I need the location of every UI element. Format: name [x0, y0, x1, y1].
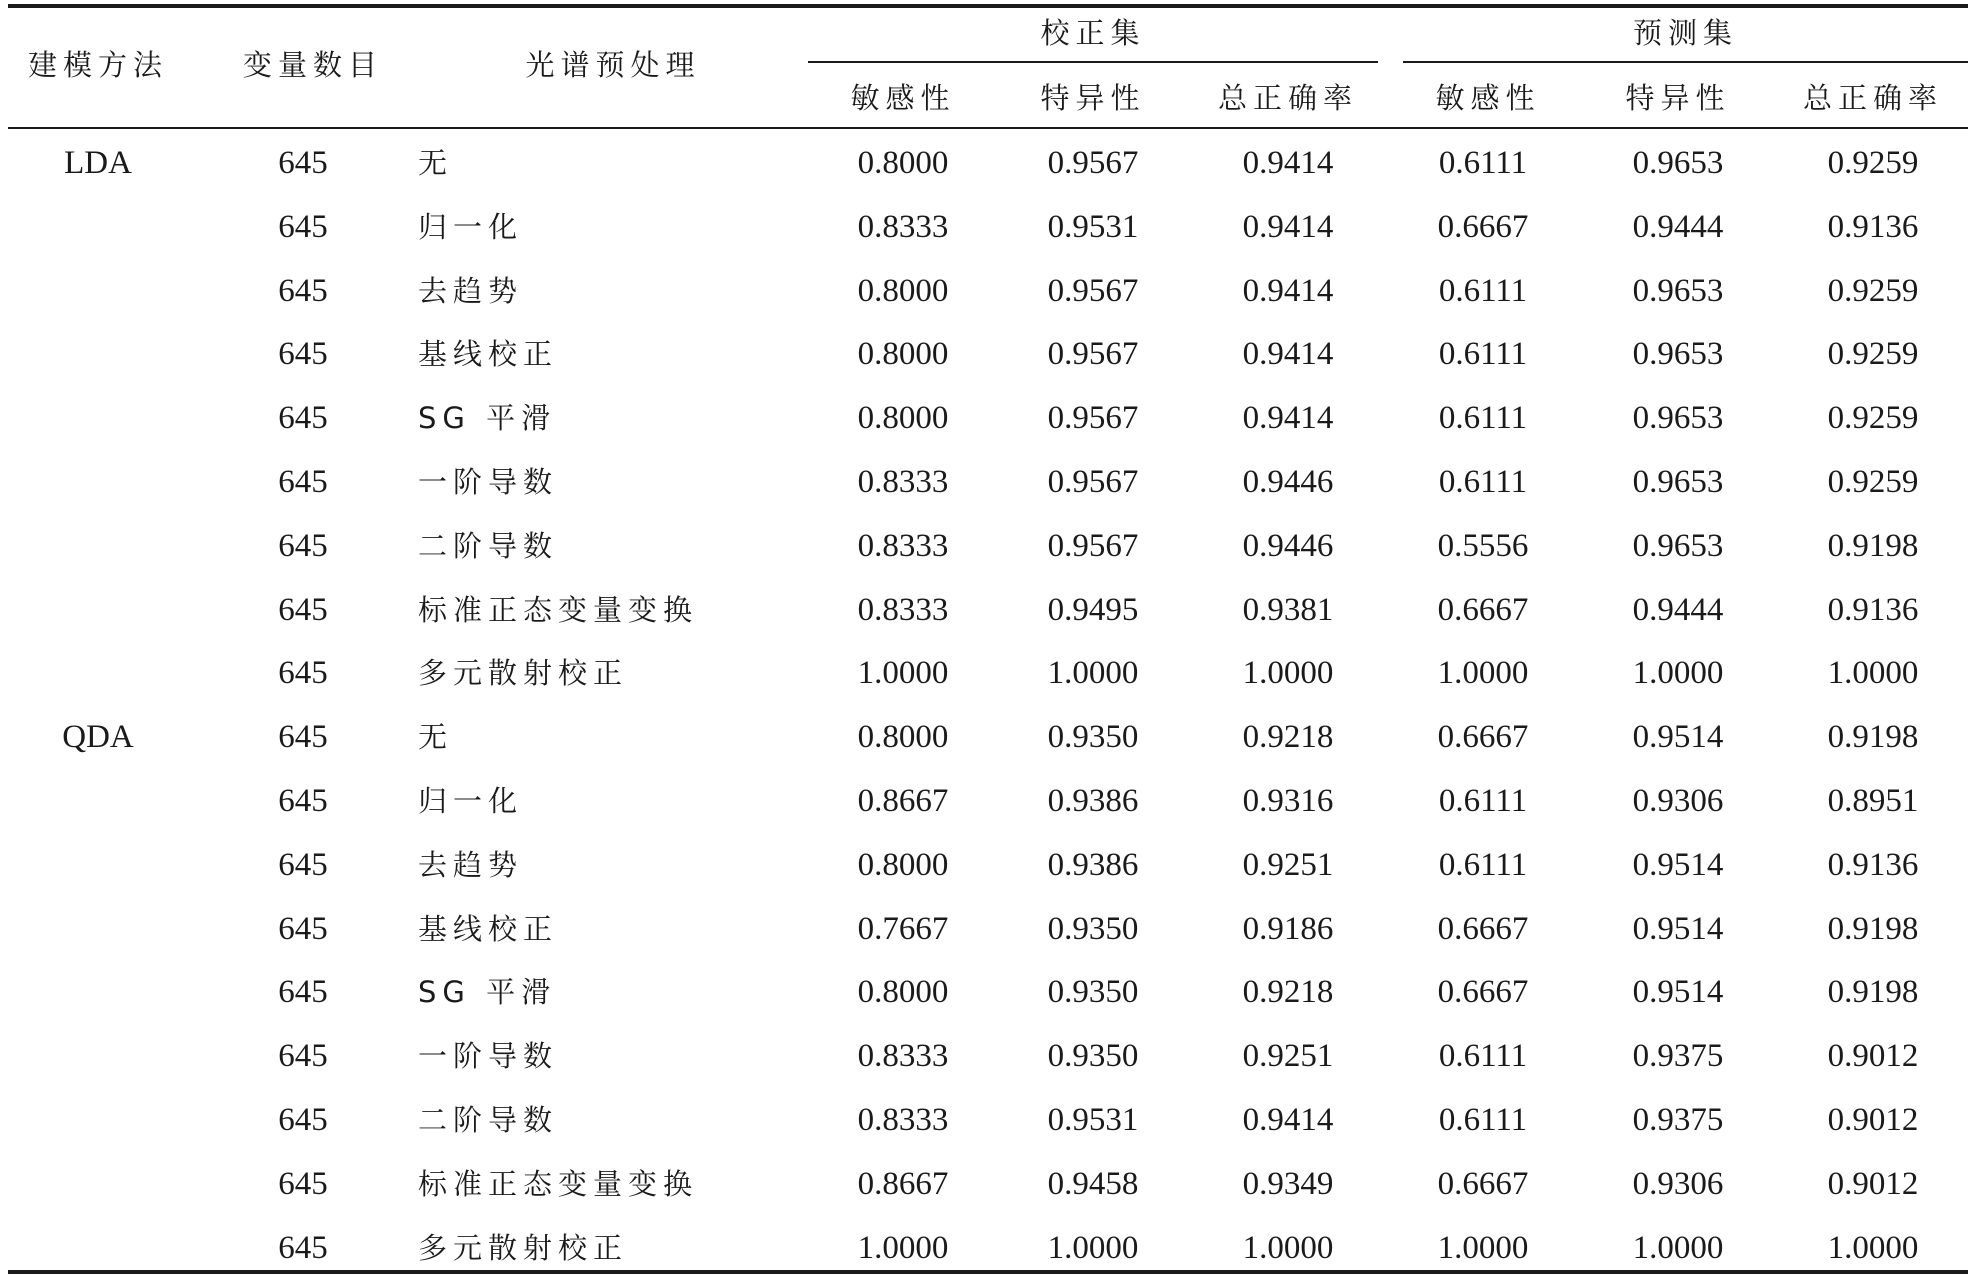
cell-pred-specificity: 0.9653 [1632, 273, 1724, 309]
cell-cal-sensitivity: 1.0000 [857, 1230, 949, 1266]
cell-pred-specificity: 0.9514 [1632, 847, 1724, 883]
cell-pred-sensitivity: 0.6667 [1437, 209, 1529, 245]
cell-cal-specificity: 0.9350 [1047, 1038, 1139, 1074]
cell-preprocessing: 无 [418, 146, 454, 180]
cell-pred-specificity: 0.9514 [1632, 911, 1724, 947]
cell-method [18, 1100, 178, 1140]
cell-cal-accuracy: 0.9414 [1242, 1102, 1334, 1138]
cell-cal-specificity: 0.9350 [1047, 911, 1139, 947]
cell-cal-accuracy: 0.9414 [1242, 145, 1334, 181]
cell-cal-specificity: 0.9567 [1047, 528, 1139, 564]
cell-var-count: 645 [278, 400, 328, 436]
cell-pred-accuracy: 0.9259 [1827, 464, 1919, 500]
cell-pred-accuracy: 0.9136 [1827, 209, 1919, 245]
cell-pred-accuracy: 0.8951 [1827, 783, 1919, 819]
cell-var-count: 645 [278, 974, 328, 1010]
cell-pred-sensitivity: 0.6667 [1437, 911, 1529, 947]
cell-cal-specificity: 0.9458 [1047, 1166, 1139, 1202]
cell-method [18, 526, 178, 566]
cell-var-count: 645 [278, 783, 328, 819]
header-pred-accuracy: 总正确率 [1802, 81, 1943, 115]
cell-method [18, 909, 178, 949]
cell-cal-specificity: 0.9567 [1047, 464, 1139, 500]
cell-cal-specificity: 0.9386 [1047, 847, 1139, 883]
header-var-count: 变量数目 [242, 48, 383, 82]
cell-var-count: 645 [278, 528, 328, 564]
cell-cal-specificity: 0.9567 [1047, 400, 1139, 436]
cell-method [18, 271, 178, 311]
cell-cal-sensitivity: 0.8000 [857, 273, 949, 309]
cell-cal-sensitivity: 0.7667 [857, 911, 949, 947]
cell-preprocessing: 标准正态变量变换 [418, 1167, 699, 1201]
table-top-rule [8, 4, 1968, 8]
cell-cal-accuracy: 0.9186 [1242, 911, 1334, 947]
cell-preprocessing: 归一化 [418, 784, 524, 818]
cell-cal-sensitivity: 0.8000 [857, 145, 949, 181]
cell-pred-specificity: 0.9444 [1632, 592, 1724, 628]
cell-var-count: 645 [278, 273, 328, 309]
cell-pred-sensitivity: 0.6111 [1438, 145, 1528, 181]
cell-cal-specificity: 0.9495 [1047, 592, 1139, 628]
cell-pred-sensitivity: 1.0000 [1437, 655, 1529, 691]
cell-pred-accuracy: 0.9198 [1827, 911, 1919, 947]
cell-pred-sensitivity: 0.6111 [1438, 464, 1528, 500]
cell-preprocessing: 标准正态变量变换 [418, 593, 699, 627]
cell-pred-accuracy: 0.9012 [1827, 1102, 1919, 1138]
cell-preprocessing: 无 [418, 720, 454, 754]
cell-cal-specificity: 0.9531 [1047, 1102, 1139, 1138]
cell-pred-specificity: 1.0000 [1632, 655, 1724, 691]
cell-cal-sensitivity: 0.8667 [857, 783, 949, 819]
cell-method [18, 462, 178, 502]
cell-pred-sensitivity: 0.6111 [1438, 783, 1528, 819]
cell-cal-accuracy: 0.9316 [1242, 783, 1334, 819]
cell-pred-sensitivity: 1.0000 [1437, 1230, 1529, 1266]
cell-var-count: 645 [278, 847, 328, 883]
cell-method [18, 207, 178, 247]
cell-method [18, 1228, 178, 1268]
cell-cal-accuracy: 1.0000 [1242, 1230, 1334, 1266]
cell-var-count: 645 [278, 464, 328, 500]
cell-cal-sensitivity: 0.8000 [857, 719, 949, 755]
cell-preprocessing: 二阶导数 [418, 529, 559, 563]
cell-preprocessing: 多元散射校正 [418, 1231, 629, 1265]
cell-cal-accuracy: 0.9251 [1242, 847, 1334, 883]
cell-cal-accuracy: 0.9218 [1242, 974, 1334, 1010]
cell-pred-accuracy: 0.9136 [1827, 592, 1919, 628]
cell-cal-specificity: 0.9567 [1047, 145, 1139, 181]
cell-var-count: 645 [278, 1102, 328, 1138]
cell-cal-sensitivity: 0.8333 [857, 1038, 949, 1074]
cell-preprocessing: 去趋势 [418, 274, 524, 308]
cell-pred-specificity: 0.9653 [1632, 528, 1724, 564]
header-pred-specificity: 特异性 [1625, 81, 1731, 115]
cell-method [18, 781, 178, 821]
table-header-rule [8, 127, 1968, 129]
cell-pred-sensitivity: 0.6111 [1438, 273, 1528, 309]
cell-pred-specificity: 0.9653 [1632, 464, 1724, 500]
cell-preprocessing: 基线校正 [418, 337, 559, 371]
header-cal-sensitivity: 敏感性 [850, 81, 956, 115]
cell-pred-sensitivity: 0.6667 [1437, 719, 1529, 755]
cell-method: LDA [64, 145, 132, 181]
cell-var-count: 645 [278, 336, 328, 372]
cell-pred-specificity: 0.9306 [1632, 1166, 1724, 1202]
cell-pred-sensitivity: 0.5556 [1437, 528, 1529, 564]
cell-pred-accuracy: 0.9259 [1827, 336, 1919, 372]
cell-cal-specificity: 0.9567 [1047, 273, 1139, 309]
cell-pred-accuracy: 0.9136 [1827, 847, 1919, 883]
cell-pred-accuracy: 0.9259 [1827, 400, 1919, 436]
cell-pred-accuracy: 0.9259 [1827, 273, 1919, 309]
cell-preprocessing: SG 平滑 [418, 401, 557, 435]
cell-method [18, 590, 178, 630]
table-bottom-rule [8, 1270, 1968, 1274]
cell-method [18, 1036, 178, 1076]
cell-cal-accuracy: 0.9414 [1242, 209, 1334, 245]
cell-method [18, 972, 178, 1012]
cell-cal-accuracy: 0.9381 [1242, 592, 1334, 628]
cell-cal-sensitivity: 0.8333 [857, 209, 949, 245]
cell-cal-specificity: 0.9567 [1047, 336, 1139, 372]
cell-cal-specificity: 1.0000 [1047, 655, 1139, 691]
cell-pred-specificity: 0.9653 [1632, 400, 1724, 436]
cell-cal-accuracy: 1.0000 [1242, 655, 1334, 691]
cell-cal-accuracy: 0.9446 [1242, 464, 1334, 500]
cell-pred-accuracy: 0.9012 [1827, 1038, 1919, 1074]
cell-pred-specificity: 0.9653 [1632, 145, 1724, 181]
header-cal-accuracy: 总正确率 [1217, 81, 1358, 115]
cell-var-count: 645 [278, 209, 328, 245]
cell-cal-sensitivity: 0.8000 [857, 400, 949, 436]
cell-method [18, 334, 178, 374]
cell-method [18, 653, 178, 693]
cell-cal-accuracy: 0.9251 [1242, 1038, 1334, 1074]
cell-cal-accuracy: 0.9446 [1242, 528, 1334, 564]
cell-cal-accuracy: 0.9414 [1242, 400, 1334, 436]
header-method: 建模方法 [27, 48, 168, 82]
cell-pred-specificity: 0.9306 [1632, 783, 1724, 819]
cell-cal-accuracy: 0.9218 [1242, 719, 1334, 755]
cell-method: QDA [62, 719, 134, 755]
cell-pred-specificity: 0.9653 [1632, 336, 1724, 372]
cell-cal-accuracy: 0.9414 [1242, 273, 1334, 309]
cell-preprocessing: 一阶导数 [418, 465, 559, 499]
header-prediction-group: 预测集 [1632, 16, 1738, 50]
cell-var-count: 645 [278, 911, 328, 947]
cell-pred-specificity: 0.9375 [1632, 1102, 1724, 1138]
cell-pred-accuracy: 0.9259 [1827, 145, 1919, 181]
cell-cal-sensitivity: 0.8000 [857, 847, 949, 883]
cell-pred-sensitivity: 0.6667 [1437, 974, 1529, 1010]
cell-pred-specificity: 0.9444 [1632, 209, 1724, 245]
calibration-group-rule [808, 61, 1378, 63]
cell-pred-sensitivity: 0.6667 [1437, 592, 1529, 628]
cell-cal-specificity: 0.9350 [1047, 974, 1139, 1010]
cell-pred-specificity: 0.9514 [1632, 719, 1724, 755]
cell-var-count: 645 [278, 655, 328, 691]
cell-pred-sensitivity: 0.6111 [1438, 336, 1528, 372]
cell-method [18, 398, 178, 438]
cell-pred-accuracy: 1.0000 [1827, 1230, 1919, 1266]
cell-pred-accuracy: 0.9198 [1827, 974, 1919, 1010]
cell-preprocessing: 二阶导数 [418, 1103, 559, 1137]
prediction-group-rule [1403, 61, 1968, 63]
cell-cal-sensitivity: 0.8000 [857, 974, 949, 1010]
cell-var-count: 645 [278, 145, 328, 181]
cell-cal-specificity: 0.9350 [1047, 719, 1139, 755]
cell-method [18, 1164, 178, 1204]
header-cal-specificity: 特异性 [1040, 81, 1146, 115]
cell-cal-sensitivity: 0.8333 [857, 464, 949, 500]
cell-cal-sensitivity: 0.8667 [857, 1166, 949, 1202]
cell-pred-sensitivity: 0.6111 [1438, 1102, 1528, 1138]
cell-pred-specificity: 0.9375 [1632, 1038, 1724, 1074]
cell-pred-sensitivity: 0.6111 [1438, 400, 1528, 436]
cell-cal-sensitivity: 0.8333 [857, 528, 949, 564]
cell-preprocessing: 多元散射校正 [418, 656, 629, 690]
header-pred-sensitivity: 敏感性 [1435, 81, 1541, 115]
cell-method [18, 845, 178, 885]
cell-var-count: 645 [278, 1166, 328, 1202]
cell-cal-sensitivity: 0.8333 [857, 1102, 949, 1138]
cell-cal-sensitivity: 0.8000 [857, 336, 949, 372]
cell-pred-sensitivity: 0.6667 [1437, 1166, 1529, 1202]
header-calibration-group: 校正集 [1040, 16, 1146, 50]
cell-pred-accuracy: 0.9198 [1827, 719, 1919, 755]
cell-cal-specificity: 1.0000 [1047, 1230, 1139, 1266]
cell-preprocessing: 一阶导数 [418, 1039, 559, 1073]
cell-preprocessing: 归一化 [418, 210, 524, 244]
cell-preprocessing: SG 平滑 [418, 975, 557, 1009]
cell-var-count: 645 [278, 719, 328, 755]
cell-cal-specificity: 0.9386 [1047, 783, 1139, 819]
cell-pred-sensitivity: 0.6111 [1438, 1038, 1528, 1074]
cell-pred-accuracy: 1.0000 [1827, 655, 1919, 691]
cell-cal-accuracy: 0.9414 [1242, 336, 1334, 372]
cell-var-count: 645 [278, 1038, 328, 1074]
cell-var-count: 645 [278, 592, 328, 628]
cell-pred-specificity: 1.0000 [1632, 1230, 1724, 1266]
cell-cal-specificity: 0.9531 [1047, 209, 1139, 245]
cell-var-count: 645 [278, 1230, 328, 1266]
header-preprocessing: 光谱预处理 [525, 48, 701, 82]
cell-pred-sensitivity: 0.6111 [1438, 847, 1528, 883]
cell-pred-specificity: 0.9514 [1632, 974, 1724, 1010]
cell-preprocessing: 去趋势 [418, 848, 524, 882]
cell-cal-sensitivity: 0.8333 [857, 592, 949, 628]
cell-preprocessing: 基线校正 [418, 912, 559, 946]
cell-cal-sensitivity: 1.0000 [857, 655, 949, 691]
cell-cal-accuracy: 0.9349 [1242, 1166, 1334, 1202]
cell-pred-accuracy: 0.9012 [1827, 1166, 1919, 1202]
cell-pred-accuracy: 0.9198 [1827, 528, 1919, 564]
